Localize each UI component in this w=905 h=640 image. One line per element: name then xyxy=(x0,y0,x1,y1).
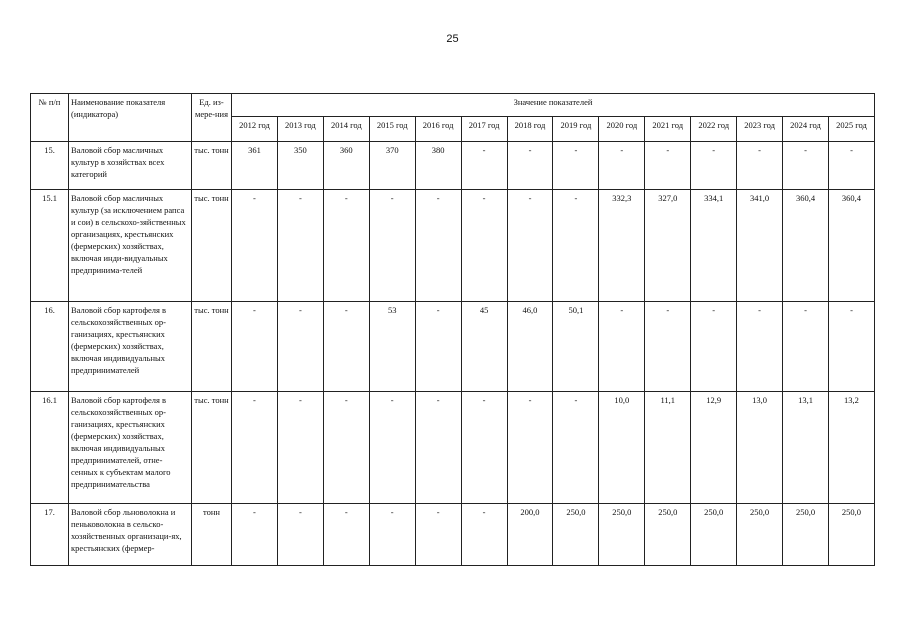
unit-cell: тыс. тонн xyxy=(192,392,232,504)
value-cell: - xyxy=(415,504,461,566)
value-cell: 250,0 xyxy=(645,504,691,566)
year-header: 2018 год xyxy=(507,117,553,142)
indicator-name: Валовой сбор масличных культур в хозяйствах всех категорий xyxy=(69,142,192,190)
unit-header: Ед. из-мере-ния xyxy=(192,94,232,142)
value-cell: - xyxy=(691,142,737,190)
value-cell: 13,1 xyxy=(783,392,829,504)
table-row xyxy=(31,142,875,190)
indicators-table xyxy=(30,93,875,566)
row-number: 16. xyxy=(31,302,69,392)
value-cell: 13,0 xyxy=(737,392,783,504)
value-cell: 200,0 xyxy=(507,504,553,566)
value-cell: - xyxy=(232,302,278,392)
num-header: № п/п xyxy=(31,94,69,142)
value-cell: - xyxy=(691,302,737,392)
year-header: 2015 год xyxy=(369,117,415,142)
value-cell: - xyxy=(737,302,783,392)
value-cell: 250,0 xyxy=(783,504,829,566)
value-cell: - xyxy=(599,302,645,392)
value-cell: 380 xyxy=(415,142,461,190)
value-cell: - xyxy=(323,392,369,504)
value-cell: 10,0 xyxy=(599,392,645,504)
year-header: 2022 год xyxy=(691,117,737,142)
value-cell: - xyxy=(461,392,507,504)
value-cell: 13,2 xyxy=(828,392,874,504)
value-cell: 45 xyxy=(461,302,507,392)
value-cell: 334,1 xyxy=(691,190,737,302)
row-number: 15. xyxy=(31,142,69,190)
value-cell: - xyxy=(232,504,278,566)
value-cell: - xyxy=(277,302,323,392)
header-row xyxy=(31,94,875,117)
value-cell: 50,1 xyxy=(553,302,599,392)
value-cell: - xyxy=(232,190,278,302)
value-cell: - xyxy=(783,142,829,190)
row-number: 17. xyxy=(31,504,69,566)
value-cell: - xyxy=(369,190,415,302)
value-cell: - xyxy=(553,392,599,504)
indicator-name: Валовой сбор картофеля в сельскохозяйственных ор-ганизациях, крестьянских (фермерских) хозяйствах, включая индивидуальных предпринимателей, отне-сенных к субъектам малого предпринимательства xyxy=(69,392,192,504)
value-cell: 250,0 xyxy=(553,504,599,566)
year-header: 2021 год xyxy=(645,117,691,142)
indicator-name: Валовой сбор картофеля в сельскохозяйственных ор-ганизациях, крестьянских (фермерских) хозяйствах, включая индивидуальных предпринимателей xyxy=(69,302,192,392)
indicator-name: Валовой сбор масличных культур (за исключением рапса и сои) в сельскохо-зяйственных организациях, крестьянских (фермерских) хозяйствах, включая инди-видуальных предпринима-телей xyxy=(69,190,192,302)
year-header: 2013 год xyxy=(277,117,323,142)
value-cell: - xyxy=(645,142,691,190)
page-number: 25 xyxy=(446,33,459,45)
value-cell: 250,0 xyxy=(737,504,783,566)
value-cell: - xyxy=(737,142,783,190)
value-cell: 341,0 xyxy=(737,190,783,302)
table-row xyxy=(31,504,875,566)
year-header: 2023 год xyxy=(737,117,783,142)
value-cell: - xyxy=(553,142,599,190)
value-cell: - xyxy=(323,190,369,302)
value-cell: - xyxy=(369,504,415,566)
year-header: 2024 год xyxy=(783,117,829,142)
value-cell: - xyxy=(507,142,553,190)
value-cell: 250,0 xyxy=(828,504,874,566)
table-row xyxy=(31,190,875,302)
value-cell: - xyxy=(461,142,507,190)
value-cell: 360,4 xyxy=(828,190,874,302)
year-header: 2025 год xyxy=(828,117,874,142)
value-cell: 12,9 xyxy=(691,392,737,504)
value-cell: 360,4 xyxy=(783,190,829,302)
value-cell: - xyxy=(599,142,645,190)
name-header: Наименование показателя (индикатора) xyxy=(69,94,192,142)
value-cell: - xyxy=(415,392,461,504)
value-cell: 332,3 xyxy=(599,190,645,302)
value-cell: - xyxy=(415,302,461,392)
value-cell: 53 xyxy=(369,302,415,392)
table-row xyxy=(31,302,875,392)
year-header: 2012 год xyxy=(232,117,278,142)
value-cell: - xyxy=(828,142,874,190)
unit-cell: тыс. тонн xyxy=(192,190,232,302)
unit-cell: тонн xyxy=(192,504,232,566)
year-header: 2014 год xyxy=(323,117,369,142)
value-cell: - xyxy=(461,504,507,566)
value-cell: 361 xyxy=(232,142,278,190)
value-cell: - xyxy=(323,302,369,392)
value-cell: 46,0 xyxy=(507,302,553,392)
value-cell: - xyxy=(507,392,553,504)
value-cell: 350 xyxy=(277,142,323,190)
value-cell: 360 xyxy=(323,142,369,190)
table-row xyxy=(31,392,875,504)
value-cell: - xyxy=(828,302,874,392)
value-cell: - xyxy=(277,190,323,302)
value-cell: - xyxy=(507,190,553,302)
value-cell: - xyxy=(783,302,829,392)
value-cell: 250,0 xyxy=(691,504,737,566)
unit-cell: тыс. тонн xyxy=(192,302,232,392)
values-header: Значение показателей xyxy=(232,94,875,117)
value-cell: 250,0 xyxy=(599,504,645,566)
unit-cell: тыс. тонн xyxy=(192,142,232,190)
row-number: 15.1 xyxy=(31,190,69,302)
value-cell: 370 xyxy=(369,142,415,190)
value-cell: - xyxy=(415,190,461,302)
year-header: 2016 год xyxy=(415,117,461,142)
indicator-name: Валовой сбор льноволокна и пеньковолокна в сельско-хозяйственных организаци-ях, крестьянских (фермер- xyxy=(69,504,192,566)
year-header: 2020 год xyxy=(599,117,645,142)
value-cell: - xyxy=(277,392,323,504)
value-cell: - xyxy=(232,392,278,504)
year-header: 2019 год xyxy=(553,117,599,142)
row-number: 16.1 xyxy=(31,392,69,504)
value-cell: - xyxy=(277,504,323,566)
value-cell: - xyxy=(461,190,507,302)
value-cell: - xyxy=(323,504,369,566)
value-cell: - xyxy=(553,190,599,302)
value-cell: 327,0 xyxy=(645,190,691,302)
year-header: 2017 год xyxy=(461,117,507,142)
value-cell: 11,1 xyxy=(645,392,691,504)
value-cell: - xyxy=(645,302,691,392)
value-cell: - xyxy=(369,392,415,504)
